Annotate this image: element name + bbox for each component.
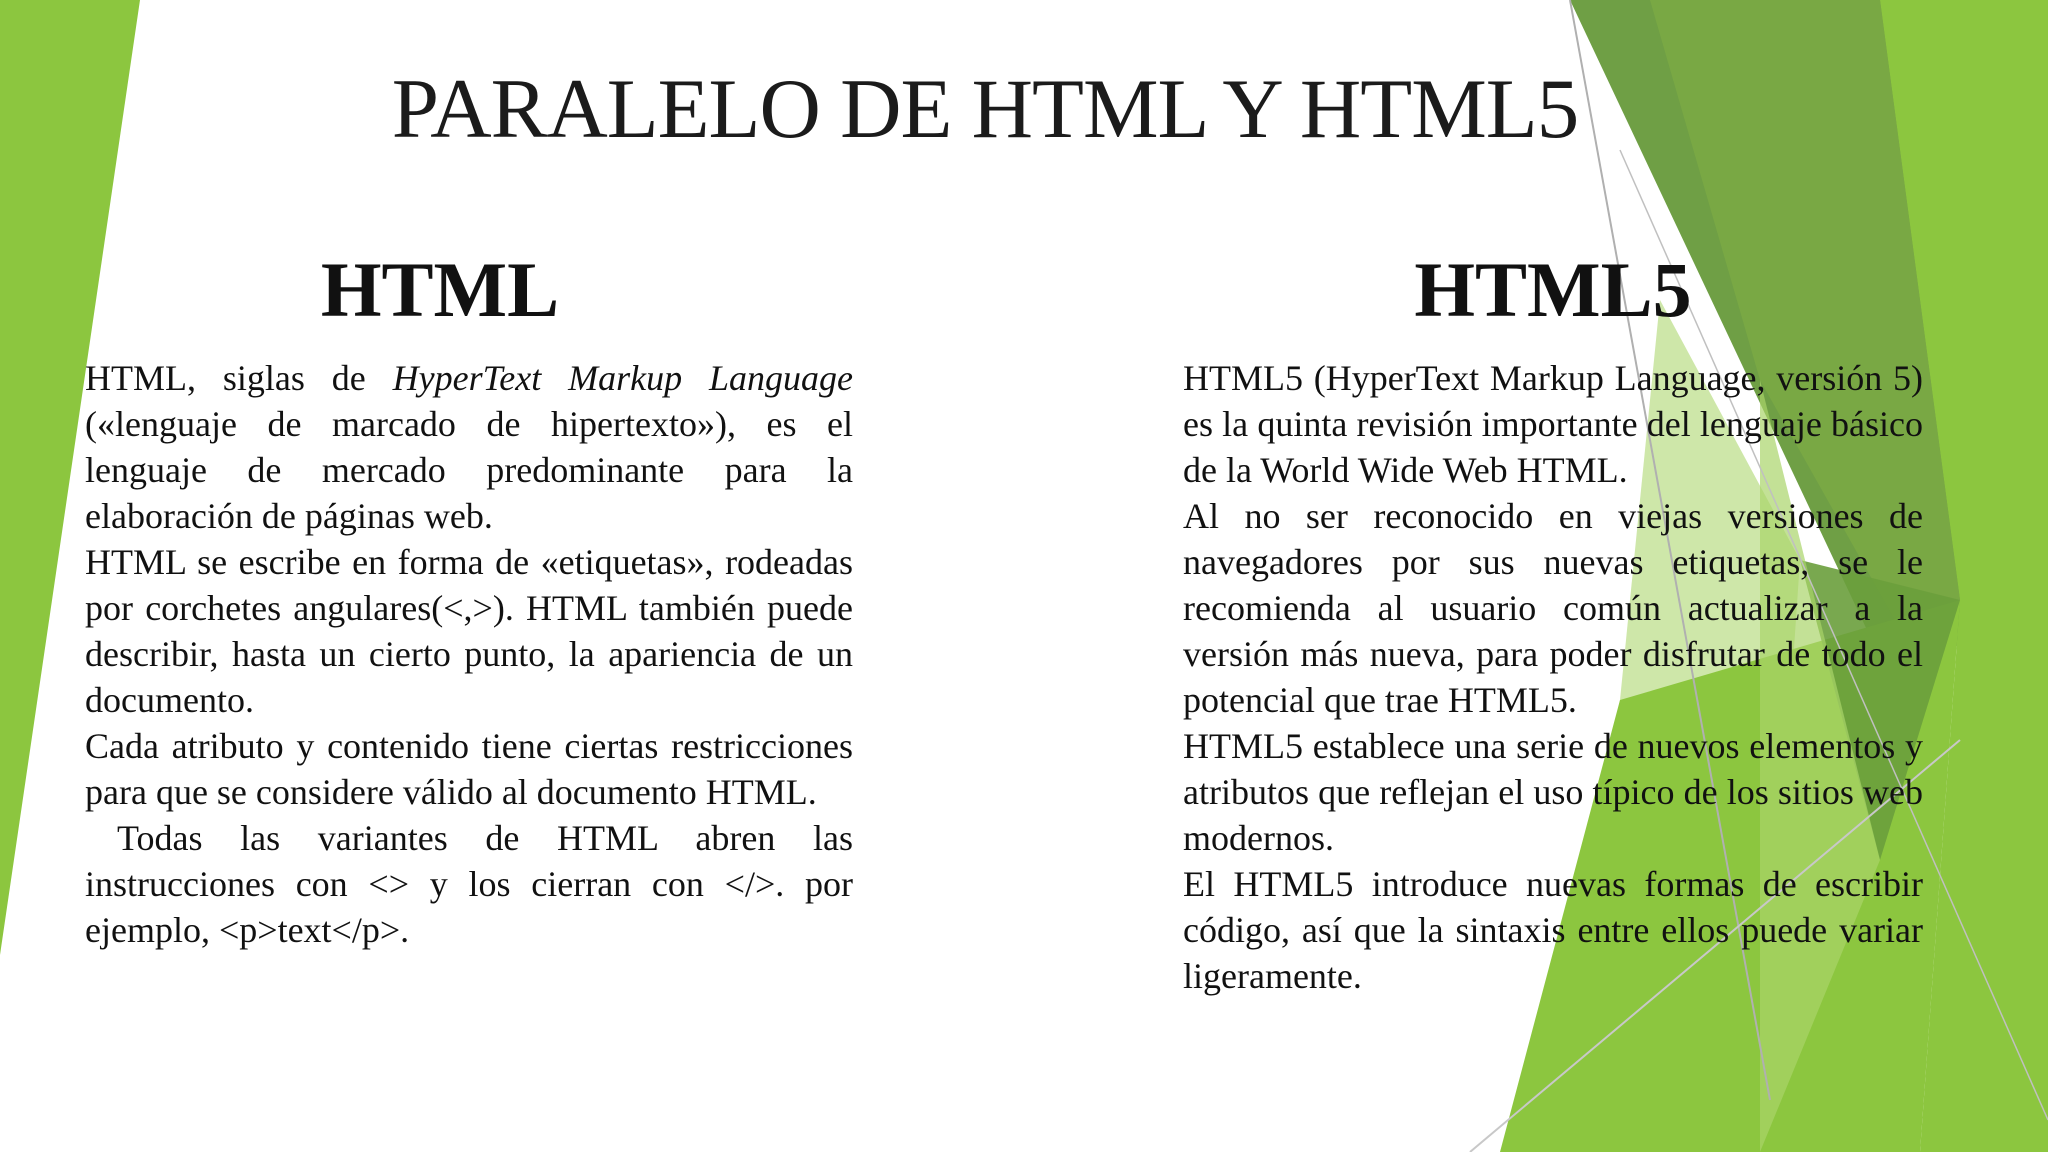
html5-column [1183, 355, 1923, 999]
html-paragraph-2: HTML se escribe en forma de «etiquetas», rodeadas por corchetes angulares(<,>). HTML también puede describir, hasta un cierto punto, la apariencia de un documento. [85, 542, 853, 720]
html5-paragraph-2: Al no ser reconocido en viejas versiones de navegadores por sus nuevas etiquetas, se le recomienda al usuario común actualizar a la versión más nueva, para poder disfrutar de todo el potencial que trae HTML5. [1183, 496, 1923, 720]
html5-heading: HTML5 [1414, 246, 1692, 333]
html-p1-italic: HyperText Markup Language [392, 358, 854, 398]
html-heading: HTML [320, 246, 560, 333]
html-paragraph-1 [85, 355, 853, 539]
html-p1-text-a: HTML, siglas de [85, 358, 393, 398]
html-column [85, 355, 853, 953]
html5-paragraph-1: HTML5 (HyperText Markup Language, versión 5) es la quinta revisión importante del lenguaje básico de la World Wide Web HTML. [1183, 358, 1923, 490]
html-paragraph-4: Todas las variantes de HTML abren las instrucciones con <> y los cierran con </>. por ejemplo, <p>text</p>. [85, 818, 853, 950]
html-p1-text-b: («lenguaje de marcado de hipertexto»), es el lenguaje de mercado predominante para la elaboración de páginas web. [85, 404, 853, 536]
html-paragraph-3: Cada atributo y contenido tiene ciertas restricciones para que se considere válido al documento HTML. [85, 726, 853, 812]
slide-title: PARALELO DE HTML Y HTML5 [391, 62, 1579, 156]
html5-paragraph-4: El HTML5 introduce nuevas formas de escribir código, así que la sintaxis entre ellos puede variar ligeramente. [1183, 864, 1923, 996]
html5-paragraph-3: HTML5 establece una serie de nuevos elementos y atributos que reflejan el uso típico de los sitios web modernos. [1183, 726, 1923, 858]
